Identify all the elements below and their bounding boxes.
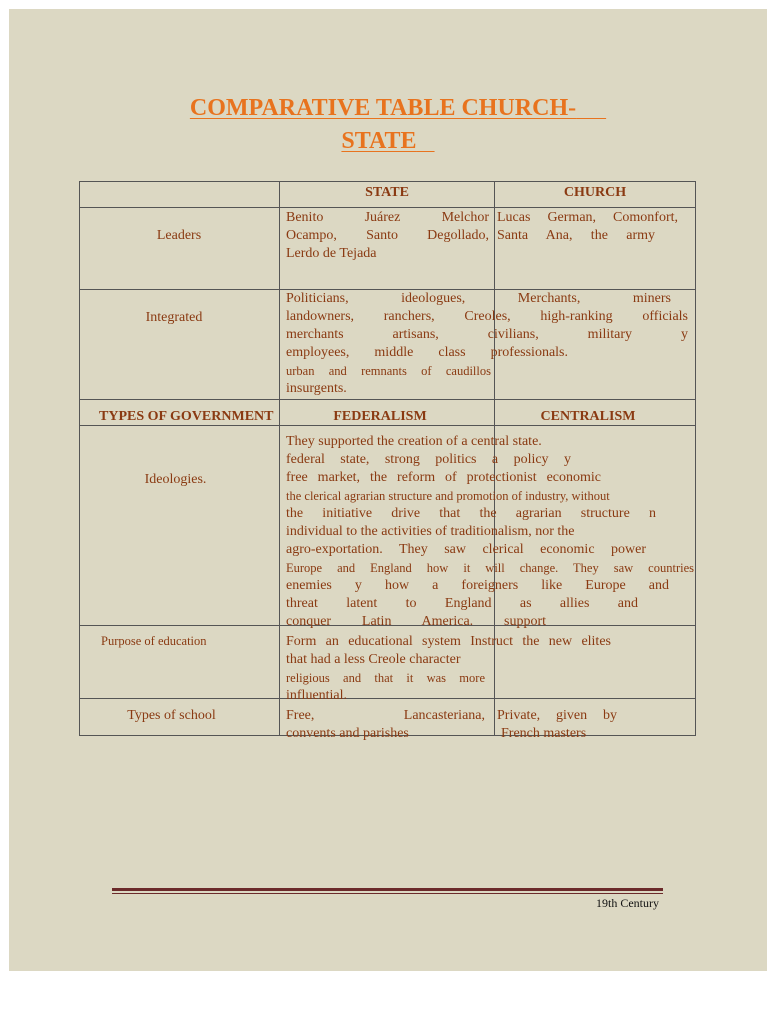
leaders-state-line-2: Ocampo, Santo Degollado, <box>286 228 489 243</box>
title-line-2: STATE <box>341 128 417 154</box>
schools-church-line-1: Private, given by <box>497 708 617 723</box>
ideologies-line-11: conquer Latin America. support <box>286 614 546 629</box>
education-line-2: that had a less Creole character <box>286 652 461 667</box>
integrated-line-6: insurgents. <box>286 381 347 396</box>
footer-rule-thin <box>112 893 663 894</box>
integrated-line-5: urban and remnants of caudillos <box>286 364 491 378</box>
ideologies-line-9: enemies y how a foreigners like Europe and <box>286 578 669 593</box>
integrated-line-4: employees, middle class professionals. <box>286 345 568 360</box>
ideologies-line-8: Europe and England how it will change. They saw countries <box>286 561 694 575</box>
leaders-state-line-1: Benito Juárez Melchor <box>286 210 489 225</box>
government-state: FEDERALISM <box>333 409 427 424</box>
education-line-3: religious and that it was more <box>286 671 485 685</box>
ideologies-line-3: free market, the reform of protectionist economic <box>286 470 601 485</box>
row-label-education: Purpose of education <box>101 634 207 648</box>
government-church: CENTRALISM <box>540 409 636 424</box>
row-label-government: TYPES OF GOVERNMENT <box>99 409 274 424</box>
row-label-ideologies: Ideologies. <box>144 472 207 487</box>
integrated-line-1: Politicians, ideologues, Merchants, miners <box>286 291 671 306</box>
document-page <box>9 9 767 971</box>
footer-rule <box>112 888 663 891</box>
row-label-integrated: Integrated <box>145 310 203 325</box>
schools-state-line-1: Free, Lancasteriana, <box>286 708 485 723</box>
education-line-1: Form an educational system Instruct the new elites <box>286 634 611 649</box>
ideologies-line-6: individual to the activities of traditionalism, nor the <box>286 524 575 539</box>
ideologies-line-10: threat latent to England as allies and <box>286 596 638 611</box>
ideologies-line-7: agro-exportation. They saw clerical economic power <box>286 542 646 557</box>
header-state: STATE <box>365 185 409 200</box>
comparison-table <box>79 181 696 741</box>
leaders-state-line-3: Lerdo de Tejada <box>286 246 377 261</box>
schools-church-line-2: French masters <box>501 726 587 741</box>
integrated-line-3: merchants artisans, civilians, military y <box>286 327 688 342</box>
leaders-church-line-2: Santa Ana, the army <box>497 228 655 243</box>
header-church: CHURCH <box>563 185 627 200</box>
ideologies-line-2: federal state, strong politics a policy y <box>286 452 571 467</box>
ideologies-line-5: the initiative drive that the agrarian structure n <box>286 506 656 521</box>
row-label-schools: Types of school <box>127 708 216 723</box>
ideologies-line-4: the clerical agrarian structure and promotion of industry, without <box>286 489 610 503</box>
row-label-leaders: Leaders <box>156 228 202 243</box>
integrated-line-2: landowners, ranchers, Creoles, high-ranking officials <box>286 309 688 324</box>
title-line-1: COMPARATIVE TABLE CHURCH- <box>189 95 577 121</box>
leaders-church-line-1: Lucas German, Comonfort, <box>497 210 678 225</box>
schools-state-line-2: convents and parishes <box>286 726 409 741</box>
footer-text: 19th Century <box>596 896 659 910</box>
ideologies-line-1: They supported the creation of a central state. <box>286 434 542 449</box>
education-line-4: influential. <box>286 688 348 703</box>
